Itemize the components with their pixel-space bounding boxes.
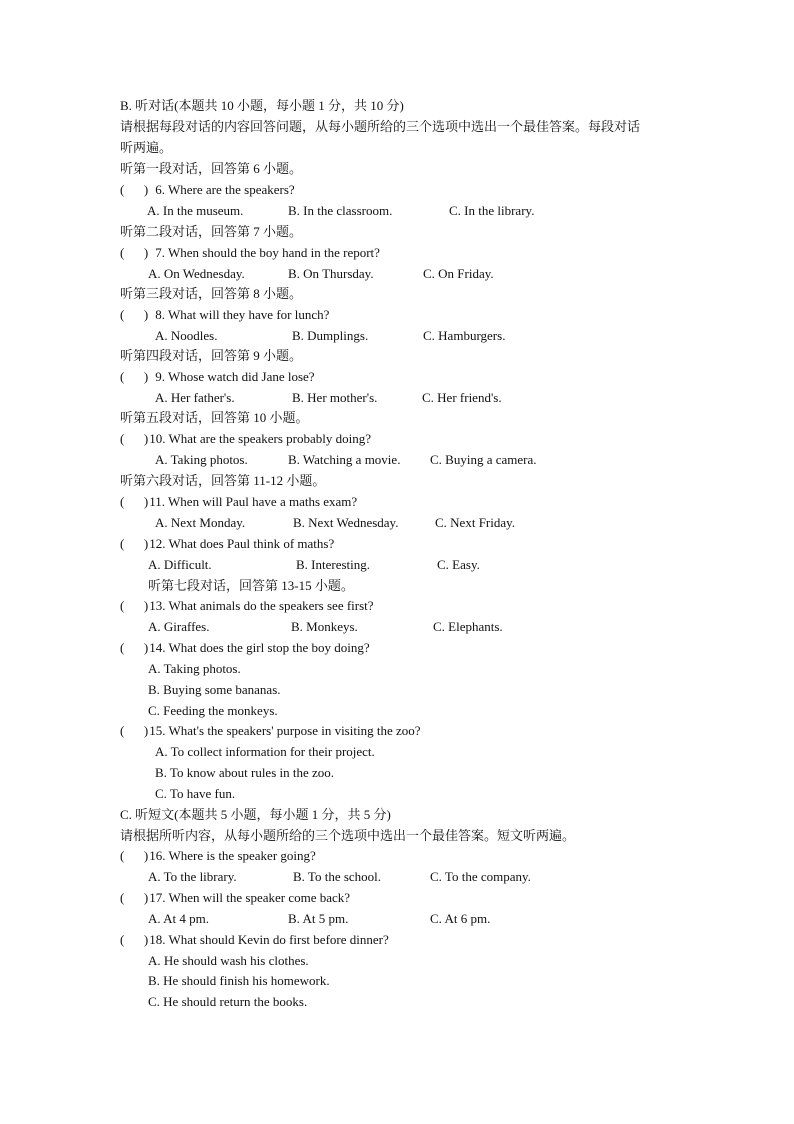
- option-c: C. To the company.: [430, 869, 531, 884]
- section-b-header: B. 听对话(本题共 10 小题，每小题 1 分，共 10 分): [120, 98, 404, 113]
- option-c: C. Her friend's.: [422, 390, 502, 405]
- section-b-instruction-cont: 听两遍。: [120, 140, 173, 155]
- answer-bracket[interactable]: ( ): [120, 245, 149, 260]
- question-line: [120, 367, 315, 388]
- dialogue-intro: 听第六段对话，回答第 11-12 小题。: [120, 473, 326, 488]
- question-text: 13. What animals do the speakers see first?: [149, 598, 374, 613]
- question-line: [120, 429, 371, 450]
- answer-bracket[interactable]: ( ): [120, 536, 149, 551]
- question-text: 9. Whose watch did Jane lose?: [155, 369, 315, 384]
- option-c: C. Next Friday.: [435, 515, 516, 530]
- section-c-header: C. 听短文(本题共 5 小题，每小题 1 分，共 5 分): [120, 807, 391, 822]
- answer-bracket[interactable]: ( ): [120, 307, 149, 322]
- dialogue-intro: 听第七段对话，回答第 13-15 小题。: [148, 578, 354, 593]
- option-c: C. Easy.: [437, 557, 480, 572]
- option-b: B. He should finish his homework.: [148, 973, 330, 988]
- question-text: 16. Where is the speaker going?: [149, 848, 316, 863]
- dialogue-intro: 听第四段对话，回答第 9 小题。: [120, 348, 303, 363]
- dialogue-intro: 听第一段对话，回答第 6 小题。: [120, 161, 303, 176]
- option-c: C. At 6 pm.: [430, 911, 491, 926]
- dialogue-intro: 听第五段对话，回答第 10 小题。: [120, 410, 309, 425]
- question-text: 18. What should Kevin do first before dinner?: [149, 932, 389, 947]
- question-line: [120, 243, 380, 264]
- question-text: 10. What are the speakers probably doing?: [149, 431, 372, 446]
- answer-bracket[interactable]: ( ): [120, 494, 149, 509]
- answer-bracket[interactable]: ( ): [120, 182, 149, 197]
- answer-bracket[interactable]: ( ): [120, 723, 149, 738]
- option-b: B. To the school.: [293, 869, 382, 884]
- option-b: B. Her mother's.: [292, 390, 378, 405]
- question-line: [120, 180, 295, 201]
- option-b: B. To know about rules in the zoo.: [155, 765, 335, 780]
- question-line: [120, 721, 421, 742]
- option-b: B. Watching a movie.: [288, 452, 401, 467]
- option-b: B. Interesting.: [296, 557, 371, 572]
- option-b: B. In the classroom.: [288, 203, 393, 218]
- question-line: [120, 534, 334, 555]
- question-text: 15. What's the speakers' purpose in visiting the zoo?: [149, 723, 421, 738]
- option-a: A. To the library.: [148, 869, 237, 884]
- question-text: 7. When should the boy hand in the report?: [155, 245, 380, 260]
- option-c: C. In the library.: [449, 203, 535, 218]
- option-a: A. At 4 pm.: [148, 911, 210, 926]
- option-c: C. He should return the books.: [148, 994, 308, 1009]
- question-text: 17. When will the speaker come back?: [149, 890, 351, 905]
- answer-bracket[interactable]: ( ): [120, 932, 149, 947]
- option-c: C. Hamburgers.: [423, 328, 506, 343]
- option-a: A. Taking photos.: [155, 452, 248, 467]
- option-c: C. On Friday.: [423, 266, 494, 281]
- question-text: 8. What will they have for lunch?: [155, 307, 330, 322]
- answer-bracket[interactable]: ( ): [120, 431, 149, 446]
- option-a: A. In the museum.: [147, 203, 244, 218]
- option-c: C. To have fun.: [155, 786, 236, 801]
- option-b: B. Next Wednesday.: [293, 515, 399, 530]
- option-b: B. On Thursday.: [288, 266, 374, 281]
- question-line: [120, 596, 374, 617]
- option-c: C. Buying a camera.: [430, 452, 537, 467]
- question-text: 14. What does the girl stop the boy doing?: [149, 640, 370, 655]
- option-a: A. Giraffes.: [148, 619, 210, 634]
- option-c: C. Feeding the monkeys.: [148, 703, 278, 718]
- question-line: [120, 888, 350, 909]
- option-b: B. Monkeys.: [291, 619, 358, 634]
- dialogue-intro: 听第二段对话，回答第 7 小题。: [120, 224, 303, 239]
- dialogue-intro: 听第三段对话，回答第 8 小题。: [120, 286, 303, 301]
- option-a: A. Noodles.: [155, 328, 218, 343]
- answer-bracket[interactable]: ( ): [120, 598, 149, 613]
- section-b-instruction: 请根据每段对话的内容回答问题，从每小题所给的三个选项中选出一个最佳答案。每段对话: [120, 119, 641, 134]
- question-line: [120, 930, 389, 951]
- answer-bracket[interactable]: ( ): [120, 890, 149, 905]
- answer-bracket[interactable]: ( ): [120, 369, 149, 384]
- section-c-instruction: 请根据所听内容，从每小题所给的三个选项中选出一个最佳答案。短文听两遍。: [120, 828, 576, 843]
- question-text: 6. Where are the speakers?: [155, 182, 295, 197]
- option-b: B. Buying some bananas.: [148, 682, 281, 697]
- option-a: A. Taking photos.: [148, 661, 241, 676]
- option-a: A. Difficult.: [148, 557, 212, 572]
- question-line: [120, 846, 316, 867]
- option-a: A. He should wash his clothes.: [148, 953, 309, 968]
- question-line: [120, 492, 357, 513]
- question-text: 12. What does Paul think of maths?: [149, 536, 335, 551]
- answer-bracket[interactable]: ( ): [120, 848, 149, 863]
- question-line: [120, 638, 370, 659]
- question-text: 11. When will Paul have a maths exam?: [149, 494, 358, 509]
- option-c: C. Elephants.: [433, 619, 503, 634]
- option-b: B. At 5 pm.: [288, 911, 349, 926]
- question-line: [120, 305, 329, 326]
- answer-bracket[interactable]: ( ): [120, 640, 149, 655]
- option-b: B. Dumplings.: [292, 328, 369, 343]
- option-a: A. On Wednesday.: [148, 266, 245, 281]
- option-a: A. Her father's.: [155, 390, 235, 405]
- option-a: A. Next Monday.: [155, 515, 246, 530]
- option-a: A. To collect information for their project.: [155, 744, 375, 759]
